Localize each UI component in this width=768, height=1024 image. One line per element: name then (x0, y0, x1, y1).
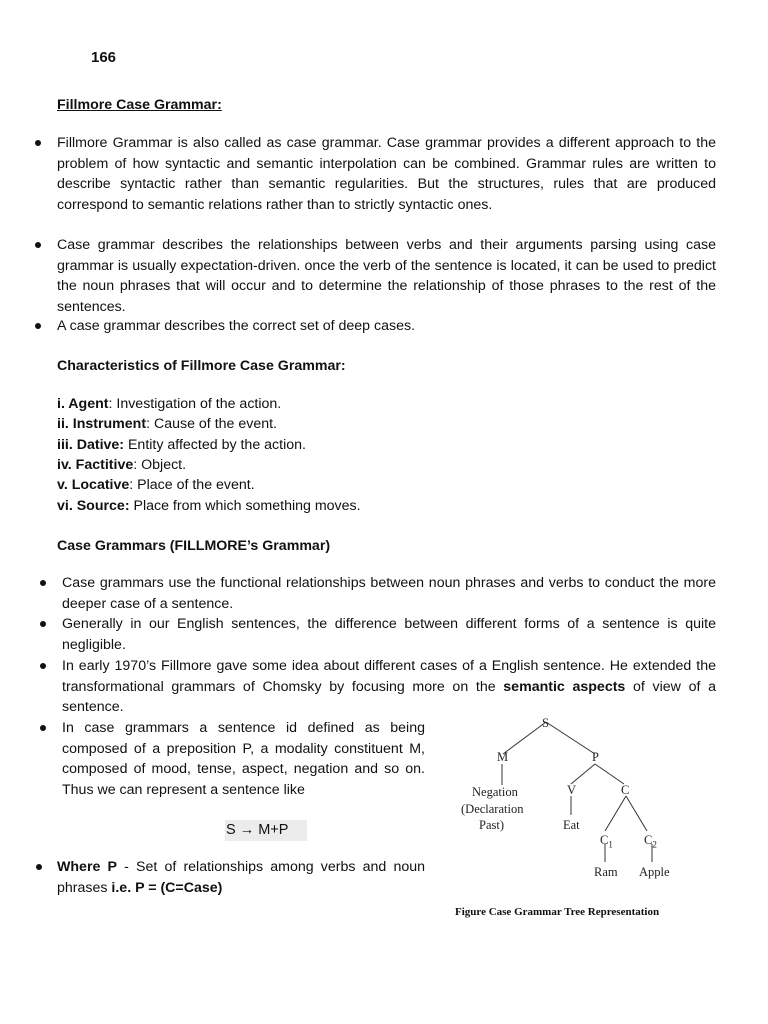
tree-node-c2-letter: C (644, 833, 653, 847)
characteristic-item (57, 394, 281, 415)
section-heading-fillmore: Fillmore Case Grammar: (57, 97, 222, 113)
characteristic-item (57, 455, 186, 476)
page-number: 166 (91, 49, 117, 66)
text-run: In early 1970’s Fillmore gave some idea about different cases of a English sentence. He extended the transformational grammars of Chomsky by focusing more on the (62, 658, 716, 695)
figure-caption: Figure Case Grammar Tree Representation (455, 906, 660, 918)
tree-node-apple: Apple (639, 865, 670, 879)
bullet-icon (40, 621, 46, 627)
tree-edge (503, 722, 546, 754)
bullet-icon (40, 725, 46, 731)
characteristic-text: Place from which something moves. (129, 498, 361, 514)
semantic-aspects-emphasis: semantic aspects (503, 678, 626, 695)
text-run: of view of a sentence. (62, 678, 716, 715)
tree-node-c2 (644, 832, 657, 853)
paragraph-fillmore-grammar: Fillmore Grammar is also called as case grammar. Case grammar provides a different approach to the problem of how syntactic and semantic interpolation can be combined. Grammar rules are written to describe syntactic rather than semantic regularities. But the structures, rules that are produced correspond to semantic relations rather than to strictly syntactic ones. (57, 135, 716, 213)
tree-node-v: V (567, 783, 577, 797)
tree-node-c1-subscript: 1 (608, 839, 613, 850)
characteristic-item (57, 475, 255, 496)
bullet-icon (35, 140, 41, 146)
characteristic-text: : Object. (133, 457, 187, 473)
bullet-icon (36, 864, 42, 870)
section-heading-case-grammars: Case Grammars (FILLMORE’s Grammar) (57, 538, 331, 554)
tree-node-p: P (592, 750, 599, 764)
paragraph-sentence-definition: In case grammars a sentence id defined as being composed of a preposition P, a modality constituent M, composed of mood, tense, aspect, negation and so on. Thus we can represent a sentence like (62, 720, 425, 798)
characteristic-text: Entity affected by the action. (124, 437, 306, 453)
characteristic-text: : Place of the event. (129, 477, 255, 493)
characteristic-label: ii. Instrument (57, 416, 147, 432)
characteristic-label: vi. Source: (57, 498, 130, 514)
characteristic-item (57, 435, 306, 456)
tree-edge (605, 796, 626, 831)
tree-node-past: Past) (479, 818, 504, 832)
characteristic-label: i. Agent (57, 396, 109, 412)
tree-node-m: M (497, 750, 509, 764)
tree-edge (626, 796, 647, 831)
tree-node-declaration: (Declaration (461, 802, 524, 816)
characteristic-item (57, 496, 361, 517)
bullet-icon (35, 242, 41, 248)
tree-edge (546, 722, 595, 754)
bullet-icon (35, 323, 41, 329)
text-run: - Set of relationships among verbs and noun phrases (57, 859, 426, 896)
tree-node-negation: Negation (472, 785, 518, 799)
tree-node-ram: Ram (594, 865, 618, 879)
tree-node-s: S (542, 716, 549, 730)
p-equals-case: i.e. P = (C=Case) (111, 879, 223, 896)
characteristic-text: : Cause of the event. (146, 416, 278, 432)
paragraph-early-1970s (62, 656, 716, 718)
tree-node-c2-subscript: 2 (652, 839, 657, 850)
characteristic-item (57, 414, 277, 435)
paragraph-english-sentences: Generally in our English sentences, the difference between different forms of a sentence is quite negligible. (62, 616, 716, 653)
tree-node-c: C (621, 783, 630, 797)
tree-node-c1 (600, 832, 613, 853)
paragraph-deep-cases: A case grammar describes the correct set of deep cases. (57, 318, 416, 334)
formula-s-to-mp: S → M+P (226, 822, 289, 838)
paragraph-case-grammar-relationships: Case grammar describes the relationships between verbs and their arguments parsing using case grammar is usually expectation-driven. once the verb of the sentence is located, it can be used to predict the noun phrases that will occur and to determine the relationship of those phrases to the rest of the sentences. (57, 237, 716, 315)
tree-node-eat: Eat (563, 818, 580, 832)
tree-edge (595, 764, 624, 784)
tree-edge (571, 764, 595, 784)
characteristic-label: v. Locative (57, 477, 130, 493)
characteristic-label: iv. Factitive (57, 457, 134, 473)
paragraph-where-p (57, 857, 425, 898)
where-p-label: Where P (57, 859, 117, 875)
paragraph-functional-relationships: Case grammars use the functional relationships between noun phrases and verbs to conduct the more deeper case of a sentence. (62, 575, 716, 612)
characteristic-text: : Investigation of the action. (108, 396, 282, 412)
bullet-icon (40, 580, 46, 586)
section-heading-characteristics: Characteristics of Fillmore Case Grammar: (57, 358, 346, 374)
characteristic-label: iii. Dative: (57, 437, 125, 453)
bullet-icon (40, 663, 46, 669)
tree-node-c1-letter: C (600, 833, 609, 847)
